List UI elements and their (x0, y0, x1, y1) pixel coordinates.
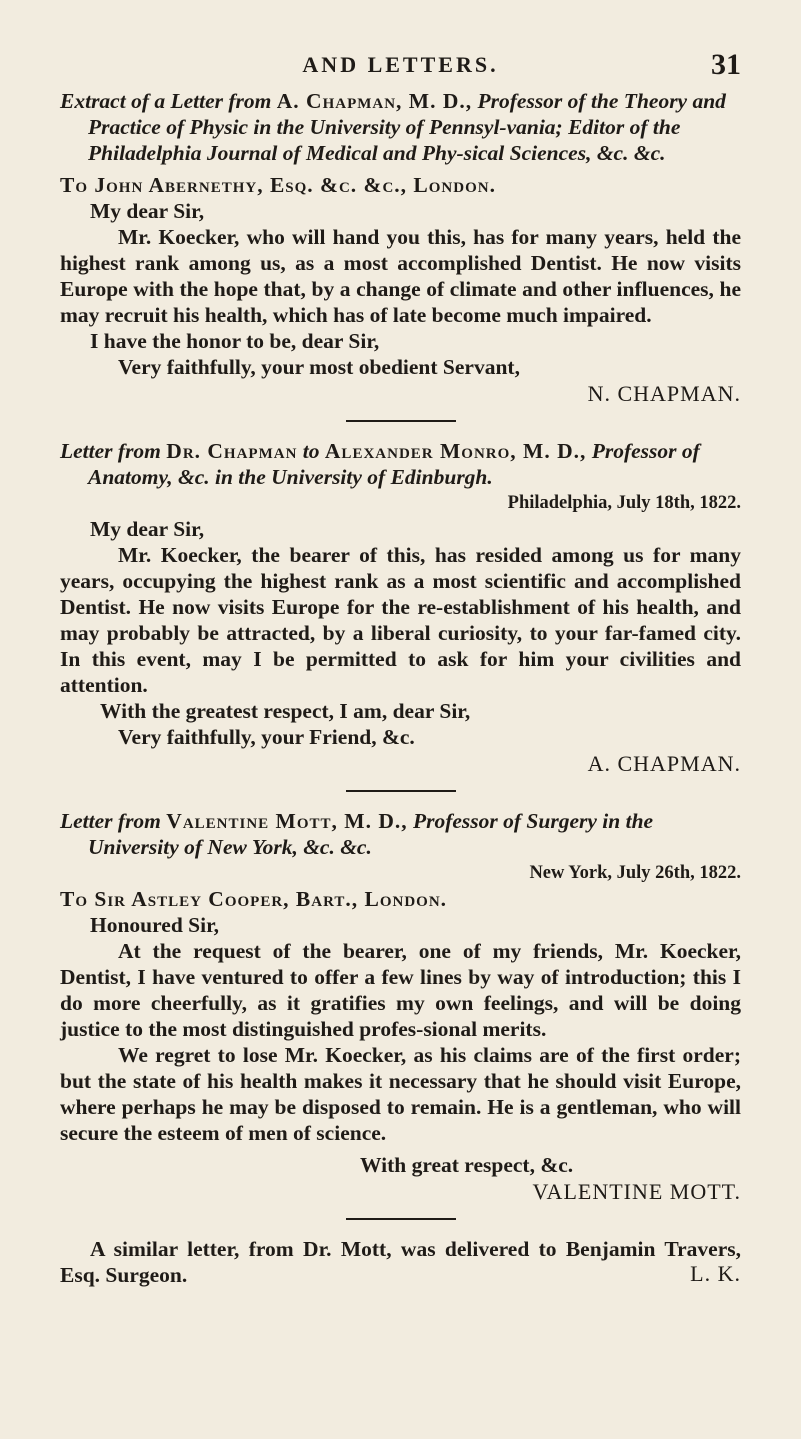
editor-note (60, 1236, 741, 1288)
heading-part: Professor of Anatomy, &c. in the University of Edinburgh. (88, 439, 700, 489)
closing-line: I have the honor to be, dear Sir, (90, 329, 380, 353)
heading-part: Professor of Surgery in the University of New York, &c. &c. (88, 809, 654, 859)
closing-line: Very faithfully, your most obedient Servant, (118, 355, 520, 379)
divider-rule (346, 790, 456, 792)
letter-body: We regret to lose Mr. Koecker, as his claims are of the first order; but the state of his health makes it necessary that he should visit Europe, where perhaps he may be disposed to remain. He is a gentleman, who will secure the esteem of men of science. (60, 1043, 741, 1145)
heading-author: Dr. Chapman (166, 439, 298, 463)
heading-part: to (297, 439, 325, 463)
salutation: My dear Sir, (90, 199, 205, 223)
closing-line: With the greatest respect, I am, dear Sir, (100, 699, 471, 723)
salutation: My dear Sir, (90, 517, 205, 541)
addressee (60, 886, 741, 912)
letter-body: Mr. Koecker, who will hand you this, has for many years, held the highest rank among us, as a most accomplished Dentist. He now visits Europe with the hope that, by a change of climate and other influences, he may recruit his health, which has of late become much impaired. (60, 225, 741, 327)
addressee (60, 172, 741, 198)
letter-body: Mr. Koecker, the bearer of this, has resided among us for many years, occupying the highest rank as a most scientific and accomplished Dentist. He now visits Europe for the re-establishment of his health, and may probably be attracted, by a liberal curiosity, to your far-famed city. In this event, may I be permitted to ask for him your civilities and attention. (60, 543, 741, 697)
heading-recipient: Alexander Monro, M. D., (324, 439, 587, 463)
addressee-text: To Sir Astley Cooper, Bart., London. (60, 887, 448, 911)
running-head (60, 48, 741, 88)
signature: N. CHAPMAN. (587, 381, 741, 406)
divider-rule (346, 420, 456, 422)
addressee-text: To John Abernethy, Esq. &c. &c., London. (60, 173, 496, 197)
signature: A. CHAPMAN. (587, 751, 741, 776)
heading-part: Professor of the Theory and Practice of Physic in the University of Pennsyl-vania; Editor of the Philadelphia Journal of Medical and Phy-sical Sciences, &c. &c. (88, 89, 726, 165)
note-text: A similar letter, from Dr. Mott, was delivered to Benjamin Travers, Esq. Surgeon. (60, 1237, 741, 1287)
heading-part: Extract of a Letter from (60, 89, 277, 113)
heading-author: Valentine Mott, M. D., (166, 809, 408, 833)
dateline: New York, July 26th, 1822. (529, 863, 741, 883)
letter-heading (60, 438, 741, 490)
heading-part: Letter from (60, 809, 167, 833)
divider-rule (346, 1218, 456, 1220)
closing-line: With great respect, &c. (360, 1153, 574, 1177)
heading-part: Letter from (60, 439, 167, 463)
salutation: Honoured Sir, (90, 913, 220, 937)
page-number: 31 (711, 48, 741, 81)
letter-mott-to-cooper (60, 808, 741, 1206)
letter-chapman-to-monro (60, 438, 741, 778)
note-initials: L. K. (690, 1261, 741, 1286)
running-title: AND LETTERS. (302, 52, 499, 77)
signature: VALENTINE MOTT. (532, 1179, 741, 1204)
letter-chapman-to-abernethy (60, 88, 741, 408)
letter-heading (60, 88, 741, 166)
dateline: Philadelphia, July 18th, 1822. (507, 493, 741, 513)
letter-heading (60, 808, 741, 860)
closing-line: Very faithfully, your Friend, &c. (118, 725, 415, 749)
heading-author: A. Chapman, M. D., (276, 89, 473, 113)
letter-body: At the request of the bearer, one of my friends, Mr. Koecker, Dentist, I have ventured to offer a few lines by way of introduction; this I do more cheerfully, as it gratifies my own feelings, and will be doing justice to the most distinguished profes-sional merits. (60, 939, 741, 1041)
